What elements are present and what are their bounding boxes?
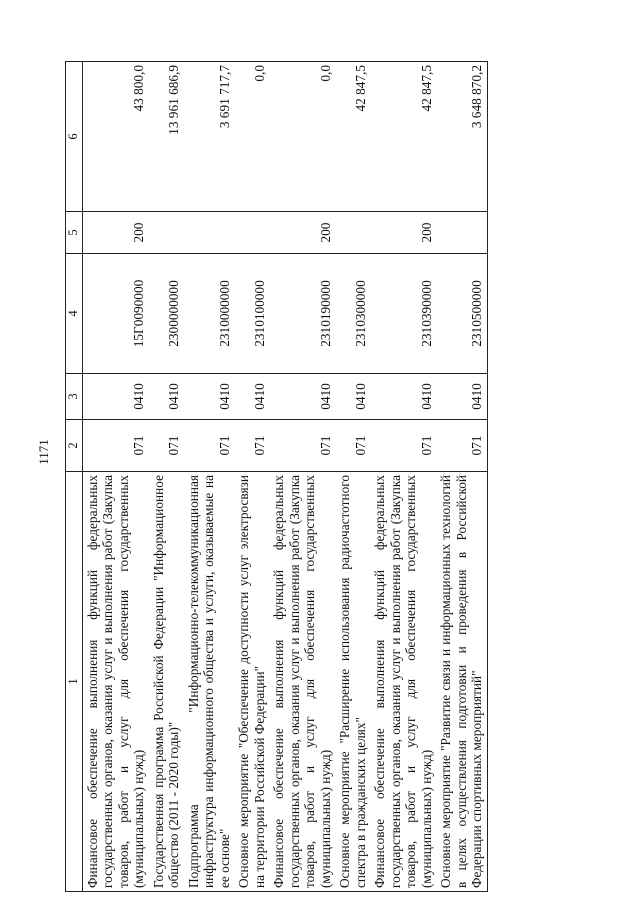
header-cell: 5	[66, 212, 83, 254]
page-number: 1171	[36, 439, 51, 465]
row-rz: 0410	[149, 374, 184, 420]
header-cell: 4	[66, 254, 83, 374]
row-name: Государственная программа Российской Федерации "Информационное общество (2011 - 2020 годы)"	[149, 472, 184, 892]
row-csr: 2310390000	[370, 254, 436, 374]
row-vr	[436, 212, 487, 254]
table-row	[269, 62, 335, 892]
row-vr	[184, 212, 235, 254]
row-vr	[234, 212, 269, 254]
row-csr: 2310000000	[184, 254, 235, 374]
row-gr: 071	[436, 420, 487, 472]
row-sum: 42 847,5	[370, 62, 436, 212]
table-row	[370, 62, 436, 892]
row-name: Подпрограмма "Информационно-телекоммуникационная инфраструктура информационного общества и услуги, оказываемые на ее основе"	[184, 472, 235, 892]
table-row	[234, 62, 269, 892]
row-sum: 0,0	[234, 62, 269, 212]
budget-table	[65, 61, 488, 892]
row-sum: 0,0	[269, 62, 335, 212]
row-gr: 071	[184, 420, 235, 472]
row-csr: 2310190000	[269, 254, 335, 374]
row-vr	[335, 212, 370, 254]
row-name: Финансовое обеспечение выполнения функций федеральных государственных органов, оказания услуг и выполнения работ (Закупка товаров, работ и услуг для обеспечения государственных (муниципальных) нужд)	[82, 472, 149, 892]
row-csr: 2310100000	[234, 254, 269, 374]
row-gr: 071	[335, 420, 370, 472]
row-gr: 071	[149, 420, 184, 472]
table-row	[436, 62, 487, 892]
header-cell: 1	[66, 472, 83, 892]
table-row	[82, 62, 149, 892]
table-row	[184, 62, 235, 892]
row-csr: 2300000000	[149, 254, 184, 374]
row-rz: 0410	[234, 374, 269, 420]
row-rz: 0410	[335, 374, 370, 420]
row-rz: 0410	[184, 374, 235, 420]
row-sum: 42 847,5	[335, 62, 370, 212]
header-row	[66, 62, 83, 892]
row-name: Финансовое обеспечение выполнения функций федеральных государственных органов, оказания услуг и выполнения работ (Закупка товаров, работ и услуг для обеспечения государственных (муниципальных) нужд)	[370, 472, 436, 892]
row-name: Основное мероприятие "Расширение использования радиочастотного спектра в гражданских целях"	[335, 472, 370, 892]
row-csr: 2310300000	[335, 254, 370, 374]
row-sum: 3 648 870,2	[436, 62, 487, 212]
row-name: Финансовое обеспечение выполнения функций федеральных государственных органов, оказания услуг и выполнения работ (Закупка товаров, работ и услуг для обеспечения государственных (муниципальных) нужд)	[269, 472, 335, 892]
row-sum: 13 961 686,9	[149, 62, 184, 212]
row-sum: 43 800,0	[82, 62, 149, 212]
row-gr: 071	[370, 420, 436, 472]
header-cell: 2	[66, 420, 83, 472]
row-csr: 2310500000	[436, 254, 487, 374]
row-rz: 0410	[436, 374, 487, 420]
row-rz: 0410	[269, 374, 335, 420]
row-vr: 200	[82, 212, 149, 254]
table-row	[149, 62, 184, 892]
row-gr: 071	[234, 420, 269, 472]
row-vr: 200	[370, 212, 436, 254]
header-cell: 6	[66, 62, 83, 212]
row-gr: 071	[269, 420, 335, 472]
header-cell: 3	[66, 374, 83, 420]
row-vr: 200	[269, 212, 335, 254]
table-row	[335, 62, 370, 892]
row-gr: 071	[82, 420, 149, 472]
row-name: Основное мероприятие "Обеспечение доступности услуг электросвязи на территории Российской Федерации"	[234, 472, 269, 892]
row-csr: 15Г0090000	[82, 254, 149, 374]
row-vr	[149, 212, 184, 254]
row-sum: 3 691 717,7	[184, 62, 235, 212]
row-rz: 0410	[370, 374, 436, 420]
row-name: Основное мероприятие "Развитие связи и информационных технологий в целях осуществления подготовки и проведения в Российской Федерации спортивных мероприятий"	[436, 472, 487, 892]
row-rz: 0410	[82, 374, 149, 420]
rotated-content	[65, 62, 565, 892]
